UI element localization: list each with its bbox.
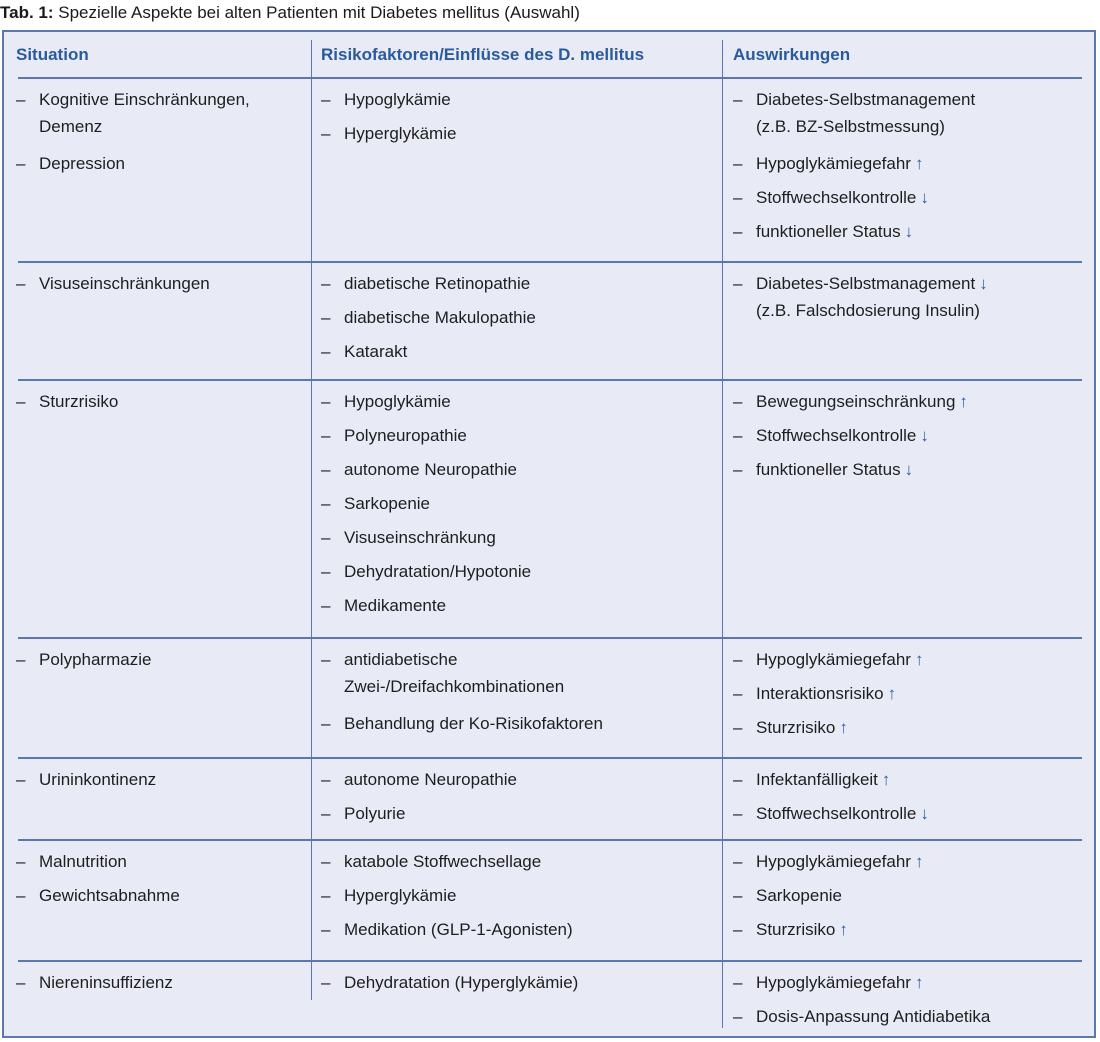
situation-item <box>16 845 180 879</box>
cell-effect <box>733 763 929 831</box>
bullet-dash: – <box>321 596 331 615</box>
bullet-dash: – <box>321 342 331 361</box>
arrow-down-icon: ↓ <box>904 222 914 241</box>
cell-risk-factor <box>321 385 531 623</box>
header-rule <box>18 77 1082 79</box>
bullet-dash: – <box>321 274 331 293</box>
item-text: Interaktionsrisiko <box>756 684 884 703</box>
bullet-dash: – <box>321 852 331 871</box>
bullet-dash: – <box>321 528 331 547</box>
row-divider <box>18 839 1082 841</box>
arrow-up-icon: ↑ <box>914 650 924 669</box>
item-text: Behandlung der Ko-Risikofaktoren <box>344 714 603 733</box>
arrow-up-icon: ↑ <box>881 770 891 789</box>
risk-factor-item <box>321 335 536 369</box>
item-text: Hypoglykämie <box>344 392 451 411</box>
item-text: diabetische Makulopathie <box>344 308 536 327</box>
item-text: Polyurie <box>344 804 406 823</box>
bullet-dash: – <box>733 188 743 207</box>
item-text: Hypoglykämiegefahr <box>756 852 911 871</box>
arrow-down-icon: ↓ <box>904 460 914 479</box>
cell-situation <box>16 966 173 1000</box>
item-text: Dehydratation (Hyperglykämie) <box>344 973 579 992</box>
cell-risk-factor <box>321 966 578 1000</box>
cell-risk-factor <box>321 83 456 151</box>
cell-risk-factor <box>321 763 517 831</box>
item-text-continuation: Zwei-/Dreifachkombinationen <box>344 677 565 696</box>
risk-factor-item <box>321 267 536 301</box>
arrow-down-icon: ↓ <box>920 188 929 207</box>
risk-factor-item <box>321 487 531 521</box>
item-text-continuation: (z.B. BZ-Selbstmessung) <box>756 117 945 136</box>
effect-item <box>733 797 929 831</box>
bullet-dash: – <box>321 804 331 823</box>
table-caption-text: Spezielle Aspekte bei alten Patienten mit Diabetes mellitus (Auswahl) <box>58 3 580 22</box>
situation-item <box>16 147 250 181</box>
risk-factor-item <box>321 385 531 419</box>
item-text: Sturzrisiko <box>39 392 119 411</box>
effect-item <box>733 913 923 947</box>
item-text: diabetische Retinopathie <box>344 274 531 293</box>
cell-effect <box>733 83 975 249</box>
risk-factor-item <box>321 589 531 623</box>
bullet-dash: – <box>16 770 26 789</box>
item-text: Hyperglykämie <box>344 886 457 905</box>
item-text: Infektanfälligkeit <box>756 770 878 789</box>
item-text: Medikamente <box>344 596 447 615</box>
table-caption <box>0 2 580 24</box>
cell-situation <box>16 385 118 419</box>
effect-item <box>733 845 923 879</box>
cell-situation <box>16 267 210 301</box>
item-text: Stoffwechselkontrolle <box>756 426 917 445</box>
bullet-dash: – <box>321 392 331 411</box>
bullet-dash: – <box>321 714 331 733</box>
item-text: Diabetes-Selbstmanagement <box>756 274 976 293</box>
item-text: autonome Neuropathie <box>344 460 517 479</box>
risk-factor-item <box>321 797 517 831</box>
bullet-dash: – <box>16 973 26 992</box>
bullet-dash: – <box>16 650 26 669</box>
arrow-up-icon: ↑ <box>914 852 924 871</box>
item-text: funktioneller Status <box>756 460 901 479</box>
item-text: katabole Stoffwechsellage <box>344 852 542 871</box>
arrow-down-icon: ↓ <box>979 274 988 293</box>
item-text: autonome Neuropathie <box>344 770 517 789</box>
item-text: Hypoglykämiegefahr <box>756 650 911 669</box>
bullet-dash: – <box>733 392 743 411</box>
item-text: Stoffwechselkontrolle <box>756 188 917 207</box>
item-text: Sarkopenie <box>344 494 431 513</box>
cell-effect <box>733 966 990 1034</box>
situation-item <box>16 763 156 797</box>
risk-factor-item <box>321 83 456 117</box>
arrow-up-icon: ↑ <box>839 718 848 737</box>
item-text: Urininkontinenz <box>39 770 157 789</box>
row-divider <box>18 261 1082 263</box>
bullet-dash: – <box>733 222 743 241</box>
bullet-dash: – <box>733 426 743 445</box>
arrow-up-icon: ↑ <box>839 920 848 939</box>
bullet-dash: – <box>733 274 743 293</box>
bullet-dash: – <box>321 770 331 789</box>
situation-item <box>16 643 151 677</box>
risk-factor-item <box>321 879 573 913</box>
item-text-continuation: (z.B. Falschdosierung Insulin) <box>756 301 980 320</box>
item-text: Sturzrisiko <box>756 920 836 939</box>
item-text: Sturzrisiko <box>756 718 836 737</box>
item-text: Polypharmazie <box>39 650 152 669</box>
cell-risk-factor <box>321 643 603 741</box>
item-text: Diabetes-Selbstmanagement <box>756 90 976 109</box>
item-text: Polyneuropathie <box>344 426 467 445</box>
effect-item <box>733 453 968 487</box>
arrow-down-icon: ↓ <box>920 426 929 445</box>
cell-risk-factor <box>321 267 536 369</box>
effect-item <box>733 966 990 1000</box>
situation-item <box>16 879 180 913</box>
bullet-dash: – <box>321 562 331 581</box>
bullet-dash: – <box>733 154 743 173</box>
risk-factor-item <box>321 453 531 487</box>
cell-effect <box>733 643 923 745</box>
arrow-up-icon: ↑ <box>914 973 924 992</box>
bullet-dash: – <box>733 650 743 669</box>
item-text-continuation: Demenz <box>39 117 103 136</box>
bullet-dash: – <box>733 973 743 992</box>
bullet-dash: – <box>16 852 26 871</box>
arrow-up-icon: ↑ <box>959 392 968 411</box>
risk-factor-item <box>321 301 536 335</box>
risk-factor-item <box>321 707 603 741</box>
situation-item <box>16 83 250 140</box>
item-text: Katarakt <box>344 342 408 361</box>
bullet-dash: – <box>16 886 26 905</box>
cell-situation <box>16 643 151 677</box>
risk-factor-item <box>321 117 456 151</box>
cell-situation <box>16 83 250 181</box>
risk-factor-item <box>321 845 573 879</box>
item-text: Kognitive Einschränkungen, <box>39 90 250 109</box>
item-text: Malnutrition <box>39 852 127 871</box>
row-divider <box>18 637 1082 639</box>
bullet-dash: – <box>321 973 331 992</box>
arrow-up-icon: ↑ <box>914 154 924 173</box>
item-text: funktioneller Status <box>756 222 901 241</box>
item-text: Hypoglykämiegefahr <box>756 154 911 173</box>
item-text: Stoffwechselkontrolle <box>756 804 917 823</box>
effect-item <box>733 181 975 215</box>
risk-factor-item <box>321 521 531 555</box>
effect-item <box>733 763 929 797</box>
item-text: Bewegungseinschränkung <box>756 392 956 411</box>
effect-item <box>733 711 923 745</box>
bullet-dash: – <box>321 90 331 109</box>
header-risk-factors: Risikofaktoren/Einflüsse des D. mellitus <box>321 45 645 64</box>
bullet-dash: – <box>733 886 743 905</box>
effect-item <box>733 643 923 677</box>
effect-item <box>733 1000 990 1034</box>
risk-factor-item <box>321 913 573 947</box>
header-situation: Situation <box>16 45 89 64</box>
cell-situation <box>16 845 180 913</box>
bullet-dash: – <box>733 920 743 939</box>
bullet-dash: – <box>321 124 331 143</box>
cell-effect <box>733 845 923 947</box>
bullet-dash: – <box>733 804 743 823</box>
risk-factor-item <box>321 966 578 1000</box>
bullet-dash: – <box>321 886 331 905</box>
item-text: Hyperglykämie <box>344 124 457 143</box>
cell-risk-factor <box>321 845 573 947</box>
effect-item <box>733 83 975 140</box>
table-caption-label: Tab. 1: <box>0 3 54 22</box>
bullet-dash: – <box>733 770 743 789</box>
header-effects: Auswirkungen <box>733 45 851 64</box>
row-divider <box>18 757 1082 759</box>
bullet-dash: – <box>733 718 743 737</box>
bullet-dash: – <box>733 852 743 871</box>
situation-item <box>16 385 118 419</box>
row-divider <box>18 379 1082 381</box>
bullet-dash: – <box>733 90 743 109</box>
bullet-dash: – <box>321 650 331 669</box>
column-divider <box>311 40 312 1000</box>
item-text: Dosis-Anpassung Antidiabetika <box>756 1007 991 1026</box>
bullet-dash: – <box>16 274 26 293</box>
bullet-dash: – <box>321 308 331 327</box>
risk-factor-item <box>321 419 531 453</box>
item-text: Depression <box>39 154 125 173</box>
column-divider <box>722 40 723 1028</box>
bullet-dash: – <box>16 90 26 109</box>
row-divider <box>18 960 1082 962</box>
item-text: Visuseinschränkung <box>344 528 496 547</box>
situation-item <box>16 267 210 301</box>
effect-item <box>733 879 923 913</box>
bullet-dash: – <box>321 426 331 445</box>
bullet-dash: – <box>733 460 743 479</box>
effect-item <box>733 147 975 181</box>
item-text: Visuseinschränkungen <box>39 274 210 293</box>
aspects-table <box>2 30 1096 1038</box>
item-text: antidiabetische <box>344 650 458 669</box>
effect-item <box>733 385 968 419</box>
item-text: Niereninsuffizienz <box>39 973 173 992</box>
risk-factor-item <box>321 643 603 700</box>
cell-effect <box>733 267 988 331</box>
arrow-up-icon: ↑ <box>887 684 897 703</box>
cell-situation <box>16 763 156 797</box>
item-text: Hypoglykämiegefahr <box>756 973 911 992</box>
effect-item <box>733 215 975 249</box>
bullet-dash: – <box>321 460 331 479</box>
bullet-dash: – <box>733 1007 743 1026</box>
bullet-dash: – <box>16 154 26 173</box>
item-text: Medikation (GLP-1-Agonisten) <box>344 920 573 939</box>
effect-item <box>733 267 988 324</box>
situation-item <box>16 966 173 1000</box>
item-text: Sarkopenie <box>756 886 843 905</box>
bullet-dash: – <box>321 494 331 513</box>
item-text: Gewichtsabnahme <box>39 886 180 905</box>
effect-item <box>733 677 923 711</box>
cell-effect <box>733 385 968 487</box>
bullet-dash: – <box>16 392 26 411</box>
effect-item <box>733 419 968 453</box>
bullet-dash: – <box>321 920 331 939</box>
arrow-down-icon: ↓ <box>920 804 929 823</box>
item-text: Hypoglykämie <box>344 90 451 109</box>
risk-factor-item <box>321 763 517 797</box>
item-text: Dehydratation/Hypotonie <box>344 562 532 581</box>
risk-factor-item <box>321 555 531 589</box>
bullet-dash: – <box>733 684 743 703</box>
